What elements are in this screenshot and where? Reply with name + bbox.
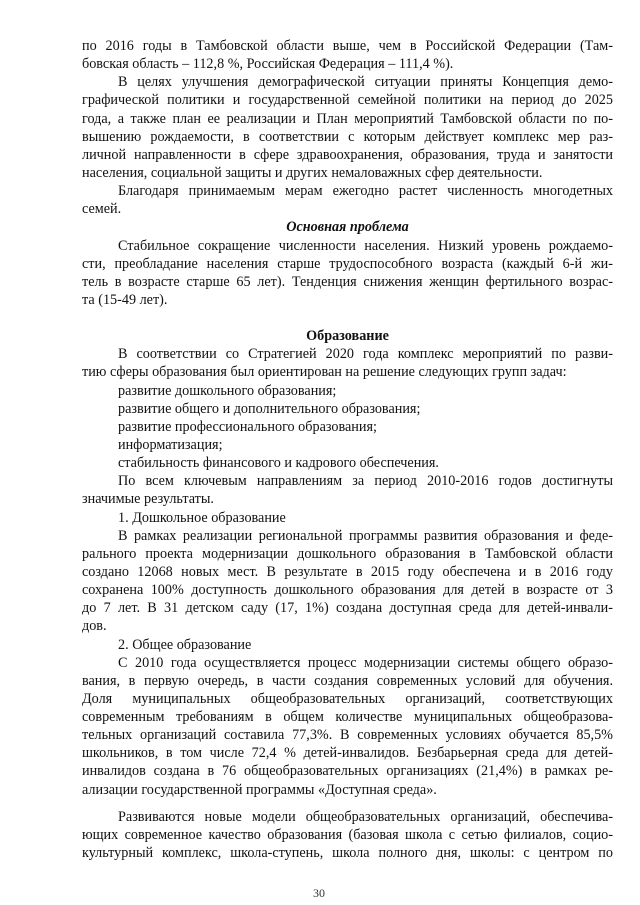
- paragraph-comparison: [82, 37, 613, 73]
- text-line: графической политики и государственной семейной политики на период до 2025: [82, 92, 613, 109]
- text-line: значимые результаты.: [82, 491, 214, 508]
- text-line: населения, социальной защиты и других немаловажных сфер деятельности.: [82, 164, 543, 181]
- text-line: современным требованиям в общем количестве муниципальных общеобразова-: [82, 709, 613, 726]
- text-line: та (15-49 лет).: [82, 291, 168, 308]
- task-item: развитие профессионального образования;: [118, 418, 377, 435]
- education-heading: Образование: [306, 328, 389, 345]
- task-item: развитие дошкольного образования;: [118, 382, 337, 399]
- text-line: инвалидов создана в 76 общеобразовательных организациях (21,4%) в рамках ре-: [82, 763, 613, 780]
- text-line: вышению рождаемости, в соответствии с которым действует комплекс мер раз-: [82, 128, 613, 145]
- text-line: С 2010 года осуществляется процесс модернизации системы общего образо-: [118, 654, 613, 671]
- text-line: по 2016 годы в Тамбовской области выше, чем в Российской Федерации (Там-: [82, 38, 613, 54]
- text-line: В рамках реализации региональной программы развития образования и феде-: [118, 527, 613, 544]
- text-line: личной направленности в сфере здравоохранения, образования, труда и занятости: [82, 146, 613, 163]
- text-line: семей.: [82, 201, 122, 218]
- main-problem-heading: Основная проблема: [286, 219, 409, 236]
- text-line: школьников, в том числе 72,4 % детей-инвалидов. Безбарьерная среда для детей-: [82, 745, 613, 762]
- text-line: Доля муниципальных общеобразовательных организаций, соответствующих: [82, 690, 613, 707]
- text-line: рального проекта модернизации дошкольного образования в Тамбовской области: [82, 545, 613, 562]
- main-problem-paragraph: [82, 237, 613, 310]
- text-line: ющих современное качество образования (базовая школа с сетью филиалов, социо-: [82, 826, 613, 843]
- paragraph-large-families: [82, 182, 613, 218]
- general-education-heading: 2. Общее образование: [118, 636, 252, 653]
- education-intro: [82, 345, 613, 381]
- text-line: культурный комплекс, школа-ступень, школа полного дня, школы: с центром по: [82, 845, 613, 862]
- task-item: стабильность финансового и кадрового обеспечения.: [118, 455, 439, 472]
- text-line: В соответствии со Стратегией 2020 года комплекс мероприятий по разви-: [118, 346, 613, 363]
- text-line: ализации государственной программы «Доступная среда».: [82, 781, 437, 798]
- task-item: информатизация;: [118, 436, 223, 453]
- new-models-paragraph: [82, 808, 613, 862]
- text-line: Развиваются новые модели общеобразовательных организаций, обеспечива-: [118, 808, 613, 825]
- education-task-list: [82, 382, 613, 473]
- general-education-paragraph: [82, 654, 613, 799]
- text-line: В целях улучшения демографической ситуации приняты Концепция демо-: [118, 74, 613, 91]
- document-page: [82, 37, 613, 862]
- text-line: до 7 лет. В 31 детском саду (17, 1%) создана доступная среда для детей-инвали-: [82, 600, 613, 617]
- text-line: бовская область – 112,8 %, Российская Федерация – 111,4 %).: [82, 56, 454, 73]
- text-line: сти, преобладание населения старше трудоспособного возраста (каждый 6-й жи-: [82, 255, 613, 272]
- text-line: По всем ключевым направлениям за период 2010-2016 годов достигнуты: [118, 473, 613, 490]
- text-line: вания, в первую очередь, в части создания современных условий для обучения.: [82, 672, 613, 689]
- page-number: 30: [313, 886, 325, 900]
- text-line: Благодаря принимаемым мерам ежегодно растет численность многодетных: [118, 183, 613, 200]
- education-results: [82, 472, 613, 508]
- text-line: создано 12068 новых мест. В результате в 2015 году обеспечена и в 2016 году: [82, 563, 613, 580]
- text-line: сохранена 100% доступность дошкольного образования для детей в возрасте от 3: [82, 582, 613, 599]
- text-line: тель в возрасте старше 65 лет). Тенденция снижения женщин фертильного возрас-: [82, 273, 613, 290]
- text-line: Стабильное сокращение численности населения. Низкий уровень рождаемо-: [118, 237, 613, 254]
- preschool-heading: 1. Дошкольное образование: [118, 509, 286, 526]
- paragraph-demography-policy: [82, 73, 613, 182]
- text-line: тию сферы образования был ориентирован на решение следующих групп задач:: [82, 364, 567, 381]
- text-line: дов.: [82, 618, 107, 635]
- paragraph-spacer: [82, 799, 613, 808]
- text-line: тельных организаций составила 77,3%. В современных условиях обучается 85,5%: [82, 727, 613, 744]
- task-item: развитие общего и дополнительного образования;: [118, 400, 421, 417]
- preschool-paragraph: [82, 527, 613, 636]
- text-line: года, а также план ее реализации и План мероприятий Тамбовской области по по-: [82, 110, 613, 127]
